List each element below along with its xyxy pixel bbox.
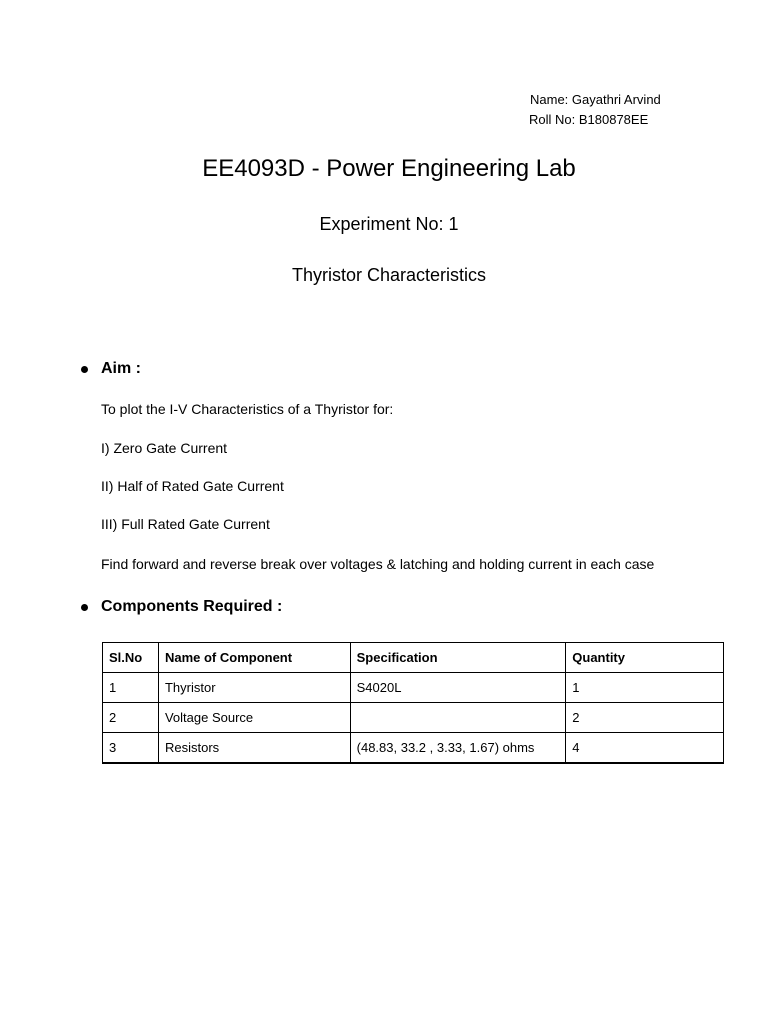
table-header-row (103, 643, 724, 673)
bullet-icon (81, 604, 88, 611)
cell-name: Thyristor (158, 673, 350, 703)
cell-name: Resistors (158, 733, 350, 764)
aim-closing: Find forward and reverse break over voltages & latching and holding current in each case (101, 556, 655, 572)
bullet-icon (81, 366, 88, 373)
aim-item-2: II) Half of Rated Gate Current (101, 478, 284, 494)
experiment-name: Thyristor Characteristics (291, 265, 487, 285)
cell-slno: 3 (103, 733, 159, 764)
column-header-name: Name of Component (158, 643, 350, 673)
components-table (102, 642, 724, 764)
aim-intro: To plot the I-V Characteristics of a Thyristor for: (101, 401, 394, 417)
cell-quantity: 1 (566, 673, 724, 703)
aim-item-3: III) Full Rated Gate Current (101, 516, 270, 532)
cell-quantity: 2 (566, 703, 724, 733)
cell-slno: 2 (103, 703, 159, 733)
student-name: Name: Gayathri Arvind (530, 92, 661, 107)
table-row (103, 703, 724, 733)
cell-quantity: 4 (566, 733, 724, 764)
cell-name: Voltage Source (158, 703, 350, 733)
components-heading: Components Required : (101, 598, 283, 615)
column-header-quantity: Quantity (566, 643, 724, 673)
cell-specification (350, 703, 566, 733)
column-header-specification: Specification (350, 643, 566, 673)
table-row (103, 733, 724, 764)
cell-specification: (48.83, 33.2 , 3.33, 1.67) ohms (350, 733, 566, 764)
table-row (103, 673, 724, 703)
aim-item-1: I) Zero Gate Current (101, 440, 228, 456)
cell-slno: 1 (103, 673, 159, 703)
roll-number: Roll No: B180878EE (529, 112, 649, 127)
document-title: EE4093D - Power Engineering Lab (202, 155, 576, 182)
experiment-number: Experiment No: 1 (319, 214, 459, 234)
cell-specification: S4020L (350, 673, 566, 703)
aim-heading: Aim : (101, 360, 141, 377)
column-header-slno: Sl.No (103, 643, 159, 673)
